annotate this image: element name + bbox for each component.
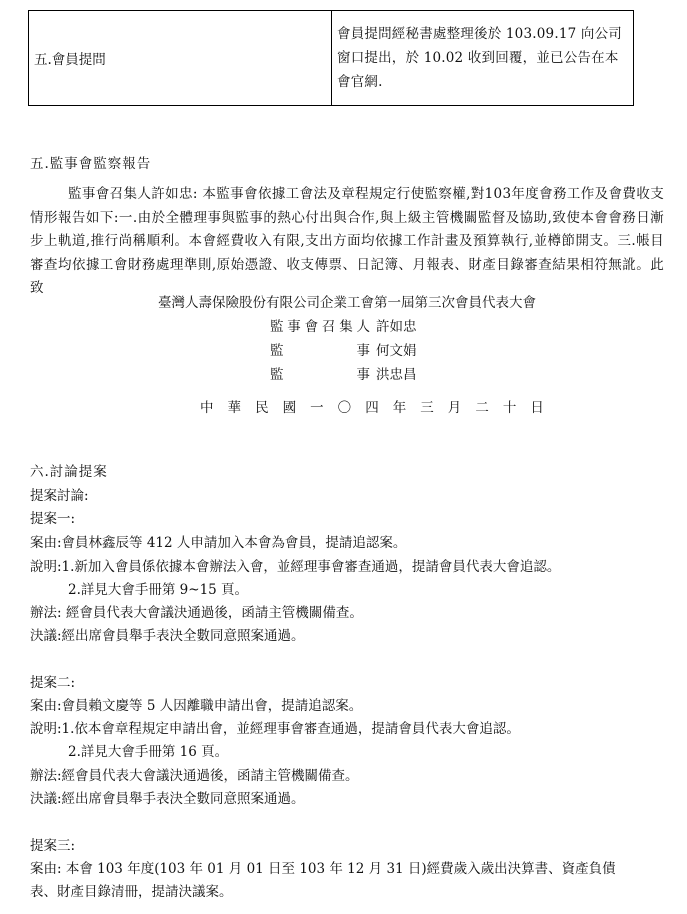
signatory-name: 洪忠昌 <box>376 367 417 383</box>
signatory-convener <box>270 315 570 335</box>
table-cell-item: 五.會員提問 <box>29 11 332 106</box>
signatory-name: 何文娟 <box>376 343 417 359</box>
proposal-3-case-line-2: 表、財產目錄清冊，提請決議案。 <box>30 884 233 900</box>
table-cell-content: 會員提問經秘書處整理後於 103.09.17 向公司窗口提出，於 10.02 收到回覆，並已公告在本會官網. <box>332 11 634 106</box>
signatory-title: 監 事 <box>270 367 370 383</box>
signatory-supervisor-1 <box>270 339 570 359</box>
proposal-2-desc-1: 說明:1.依本會章程規定申請出會，並經理事會審查通過，提請會員代表大會追認。 <box>30 721 520 737</box>
section-5-heading: 五.監事會監察報告 <box>30 156 152 172</box>
proposal-1-method: 辦法: 經會員代表大會議決通過後，函請主管機關備查。 <box>30 605 363 621</box>
proposal-1-desc-2: 2.詳見大會手冊第 9~15 頁。 <box>68 582 249 598</box>
proposal-2-case: 案由:會員賴文慶等 5 人因離職申請出會，提請追認案。 <box>30 698 363 714</box>
discussion-subheading: 提案討論: <box>30 488 89 504</box>
proposal-2-title: 提案二: <box>30 675 76 691</box>
section-6-heading: 六.討論提案 <box>30 464 108 480</box>
proposal-1-case: 案由:會員林鑫辰等 412 人申請加入本會為會員，提請追認案。 <box>30 535 407 551</box>
proposal-1-title: 提案一: <box>30 511 76 527</box>
member-question-table <box>28 10 634 106</box>
proposal-3-title: 提案三: <box>30 838 76 854</box>
signatory-name: 許如忠 <box>376 319 417 335</box>
table-row <box>29 11 634 106</box>
proposal-2-resolution: 決議:經出席會員舉手表決全數同意照案通過。 <box>30 791 305 807</box>
signatory-title: 監 事 <box>270 343 370 359</box>
proposal-1-resolution: 決議:經出席會員舉手表決全數同意照案通過。 <box>30 628 305 644</box>
proposal-2-desc-2: 2.詳見大會手冊第 16 頁。 <box>68 744 229 760</box>
signatory-supervisor-2 <box>270 363 570 383</box>
proposal-1-desc-1: 說明:1.新加入會員係依據本會辦法入會，並經理事會審查通過，提請會員代表大會追認。 <box>30 559 561 575</box>
proposal-2-method: 辦法:經會員代表大會議決通過後，函請主管機關備查。 <box>30 768 359 784</box>
signatory-title: 監 事 會 召 集 人 <box>270 319 370 335</box>
supervisor-report-paragraph: 監事會召集人許如忠: 本監事會依據工會法及章程規定行使監察權,對103年度會務工作及會費收支情形報告如下:一.由於全體理事與監事的熱心付出與合作,與上級主管機關監督及協助,致使本會會務日漸步上軌道,推行尚稱順利。本會經費收入有限,支出方面均依據工作計畫及預算執行,並樽節開支。三.帳目審查均依據工會財務處理準則,原始憑證、收支傳票、日記簿、月報表、財產目錄審查結果相符無訛。此致 <box>30 186 664 296</box>
recipient-line: 臺灣人壽保險股份有限公司企業工會第一屆第三次會員代表大會 <box>158 295 536 311</box>
proposal-3-case-line-1: 案由: 本會 103 年度(103 年 01 月 01 日至 103 年 12 月 31 日)經費歲入歲出決算書、資產負債 <box>30 861 616 877</box>
report-date: 中 華 民 國 一 〇 四 年 三 月 二 十 日 <box>200 400 544 416</box>
